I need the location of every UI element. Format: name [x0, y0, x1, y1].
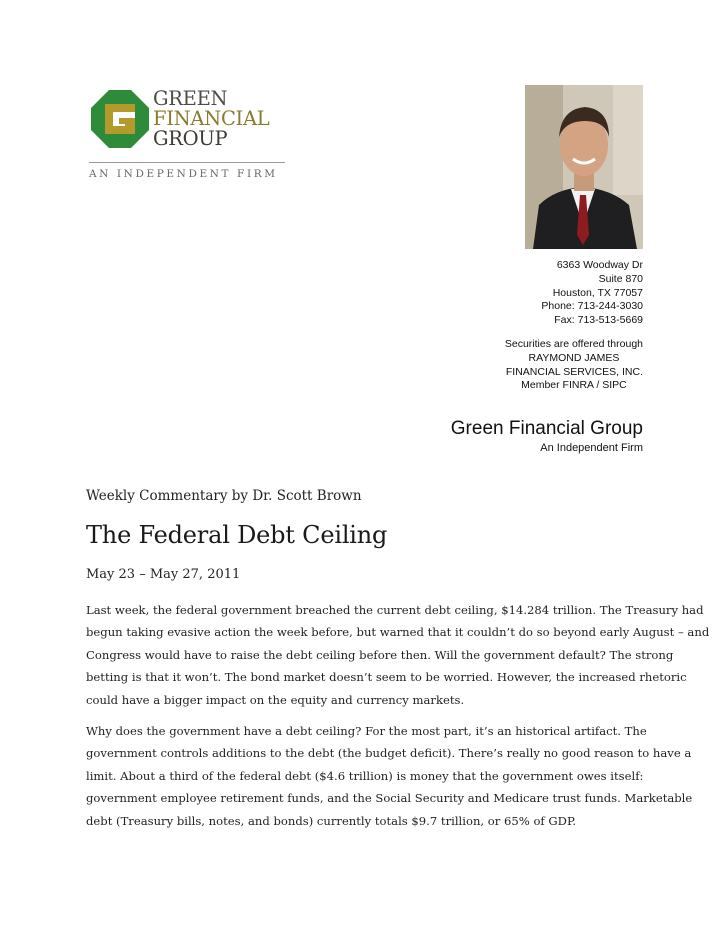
address-city: Houston, TX 77057 [552, 286, 643, 299]
logo-divider [89, 162, 285, 163]
paragraph-line: government employee retirement funds, and the Social Security and Medicare trust funds. Marketable [86, 791, 693, 806]
securities-disclosure [505, 338, 643, 393]
article-dates: May 23 – May 27, 2011 [86, 567, 241, 582]
logo-word-group: GROUP [153, 127, 228, 150]
green-financial-group-logo [87, 86, 287, 186]
paragraph-line: government controls additions to the debt (the budget deficit). There’s really no good reason to have a [86, 746, 692, 761]
paragraph-line: Last week, the federal government breached the current debt ceiling, $14.284 trillion. The Treasury had [86, 603, 704, 617]
logo-word-financial: FINANCIAL [153, 107, 270, 130]
paragraph-line: Congress would have to raise the debt ceiling before then. Will the government default? The strong [86, 647, 674, 662]
paragraph-2 [86, 720, 693, 832]
paragraph-line: betting is that it won’t. The bond market doesn’t seem to be worried. However, the increased rhetoric [86, 670, 687, 685]
contact-address [541, 259, 643, 328]
paragraph-line: limit. About a third of the federal debt ($4.6 trillion) is money that the government owes itself: [86, 768, 644, 783]
paragraph-line: could have a bigger impact on the equity and currency markets. [86, 692, 465, 707]
paragraph-line: debt (Treasury bills, notes, and bonds) currently totals $9.7 trillion, or 65% of GDP. [86, 813, 577, 828]
paragraph-1 [86, 599, 710, 711]
address-phone: Phone: 713-244-3030 [541, 300, 643, 313]
article-title: The Federal Debt Ceiling [86, 521, 388, 549]
securities-line-2: RAYMOND JAMES [528, 351, 620, 364]
securities-line-3: FINANCIAL SERVICES, INC. [505, 365, 643, 378]
firm-subtitle: An Independent Firm [540, 442, 643, 454]
securities-line-4: Member FINRA / SIPC [521, 379, 627, 392]
paragraph-line: begun taking evasive action the week before, but warned that it couldn’t do so beyond early August – and [86, 625, 710, 640]
paragraph-line: Why does the government have a debt ceiling? For the most part, it’s an historical artifact. The [86, 724, 647, 738]
logo-word-green: GREEN [153, 87, 228, 110]
address-street: 6363 Woodway Dr [556, 259, 643, 271]
address-suite: Suite 870 [598, 272, 643, 285]
securities-line-1: Securities are offered through [504, 338, 643, 350]
article-byline: Weekly Commentary by Dr. Scott Brown [86, 488, 362, 504]
logo-mark-icon [91, 90, 149, 148]
logo-tagline: AN INDEPENDENT FIRM [89, 168, 278, 180]
firm-name: Green Financial Group [450, 418, 643, 439]
author-photo [525, 85, 643, 249]
address-fax: Fax: 713-513-5669 [554, 314, 643, 327]
